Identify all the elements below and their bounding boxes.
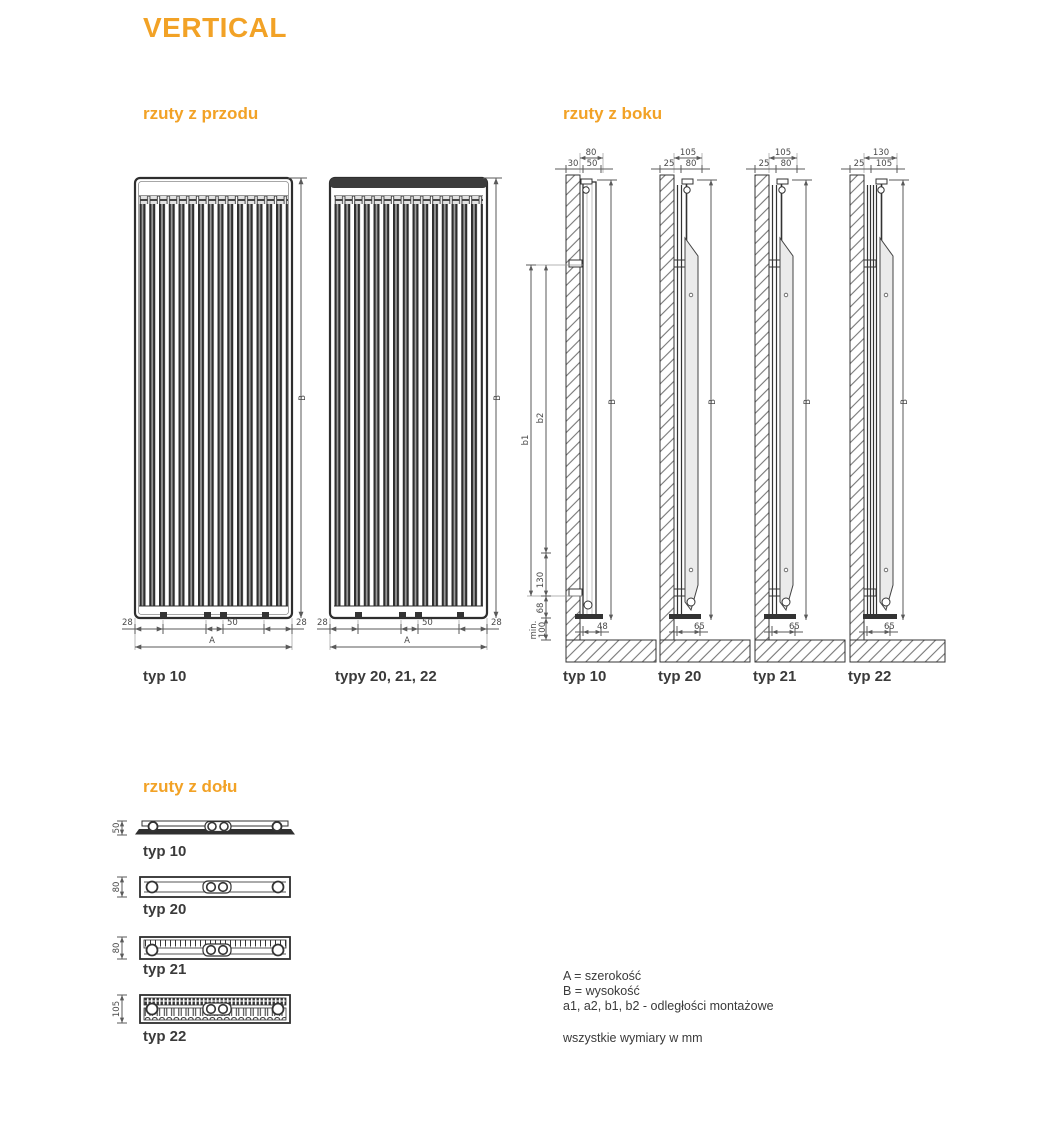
bottom-label-typ10: typ 10 — [143, 843, 187, 860]
dim-label-side2-offset: 25 — [663, 159, 675, 169]
dim-label-front2-left: 28 — [317, 618, 328, 628]
side-label-typ10: typ 10 — [563, 668, 607, 685]
bottom-views-drawing — [108, 812, 318, 1037]
legend-distances: a1, a2, b1, b2 - odległości montażowe — [563, 999, 774, 1013]
dim-label-side2-height: B — [708, 399, 718, 405]
dim-label-side1-b1: b1 — [521, 434, 531, 446]
side-view-typ21 — [746, 148, 845, 662]
dim-label-side2-bottom: 65 — [694, 622, 705, 632]
side-view-typ22 — [841, 148, 945, 662]
dim-label-front1-center: 50 — [227, 618, 238, 628]
bottom-label-typ22: typ 22 — [143, 1028, 187, 1045]
legend-width: A = szerokość — [563, 969, 642, 983]
front-view-typ10 — [122, 178, 308, 650]
bottom-view-typ22 — [112, 995, 290, 1023]
dim-label-front2-height: B — [493, 395, 503, 401]
bottom-label-typ21: typ 21 — [143, 961, 187, 978]
dim-label-side4-total: 130 — [872, 148, 890, 158]
page-title: VERTICAL — [143, 12, 287, 43]
dim-label-side1-68: 68 — [536, 602, 546, 614]
legend-units: wszystkie wymiary w mm — [563, 1031, 703, 1045]
dim-label-side3-offset: 25 — [758, 159, 770, 169]
dim-label-front2-right: 28 — [491, 618, 502, 628]
dim-label-bottom2-depth: 80 — [112, 881, 122, 893]
dim-label-side3-inner: 80 — [780, 159, 792, 169]
dim-label-front2-width: A — [404, 636, 410, 646]
front-views-drawing — [120, 168, 530, 688]
section-bottom-views: rzuty z dołu — [143, 777, 238, 796]
dim-label-side3-height: B — [803, 399, 813, 405]
dim-label-side1-offset: 30 — [567, 159, 579, 169]
dim-label-side4-bottom: 65 — [884, 622, 895, 632]
dim-label-side2-inner: 80 — [685, 159, 697, 169]
front-label-typ10: typ 10 — [143, 668, 187, 685]
bottom-view-typ21 — [112, 937, 290, 959]
dim-label-side4-inner: 105 — [875, 159, 893, 169]
dim-label-side1-130: 130 — [536, 571, 546, 589]
dim-label-side1-total: 80 — [585, 148, 597, 158]
dim-label-bottom1-depth: 50 — [112, 822, 122, 834]
dim-label-front1-left: 28 — [122, 618, 133, 628]
section-side-views: rzuty z boku — [563, 104, 663, 123]
bottom-view-typ20 — [112, 877, 290, 897]
bottom-label-typ20: typ 20 — [143, 901, 187, 918]
dim-label-side1-bottom: 48 — [597, 622, 608, 632]
side-label-typ22: typ 22 — [848, 668, 892, 685]
dim-label-front2-center: 50 — [422, 618, 433, 628]
dim-label-front1-height: B — [298, 395, 308, 401]
dim-label-front1-right: 28 — [296, 618, 307, 628]
side-label-typ20: typ 20 — [658, 668, 702, 685]
side-view-typ10 — [521, 148, 656, 662]
dim-label-side2-total: 105 — [679, 148, 697, 158]
section-front-views: rzuty z przodu — [143, 104, 259, 123]
dim-label-bottom4-depth: 105 — [112, 1000, 122, 1018]
dim-label-side1-inner: 50 — [586, 159, 598, 169]
dim-label-side1-min: min. — [529, 620, 539, 640]
dim-label-bottom3-depth: 80 — [112, 942, 122, 954]
side-views-drawing — [521, 140, 985, 680]
dim-label-side1-height: B — [608, 399, 618, 405]
side-view-typ20 — [651, 148, 750, 662]
legend-height: B = wysokość — [563, 984, 640, 998]
bottom-view-typ10 — [112, 821, 295, 835]
front-view-typ20-21-22 — [317, 178, 503, 650]
dim-label-side1-b2: b2 — [536, 412, 546, 424]
dim-label-side3-bottom: 65 — [789, 622, 800, 632]
front-label-typ20-21-22: typy 20, 21, 22 — [335, 668, 437, 685]
side-label-typ21: typ 21 — [753, 668, 797, 685]
dim-label-side3-total: 105 — [774, 148, 792, 158]
dim-label-side4-offset: 25 — [853, 159, 865, 169]
dim-label-side4-height: B — [900, 399, 910, 405]
dim-label-side1-100: 100 — [538, 621, 548, 639]
dim-label-front1-width: A — [209, 636, 215, 646]
